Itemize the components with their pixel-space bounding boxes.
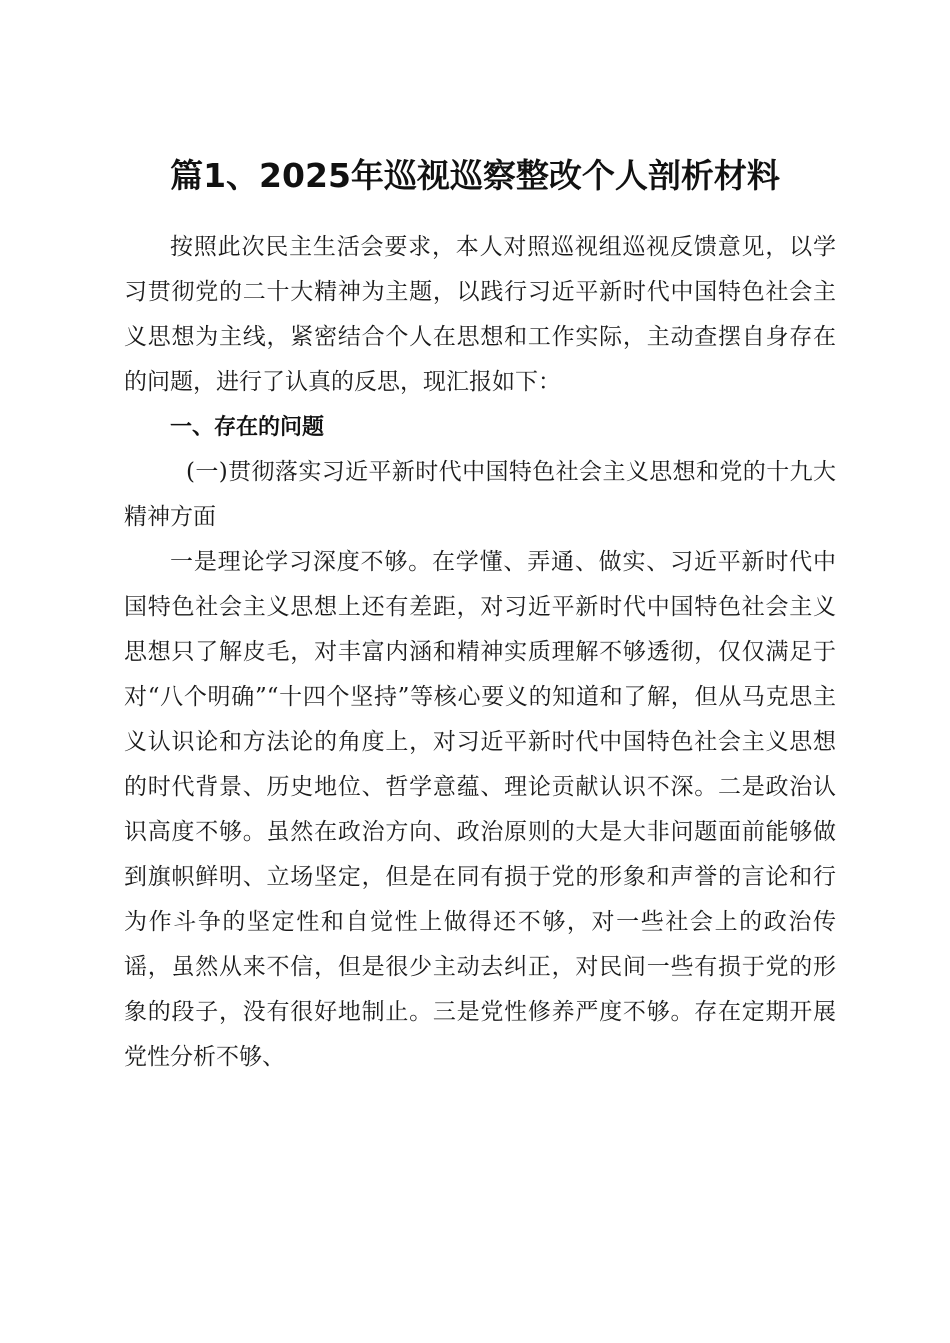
subsection-heading: (一)贯彻落实习近平新时代中国特色社会主义思想和党的十九大精神方面 xyxy=(124,459,836,530)
section-heading: 一、存在的问题 xyxy=(170,415,325,440)
document-body xyxy=(124,225,836,1080)
document-title: 篇1、2025年巡视巡察整改个人剖析材料 xyxy=(170,156,780,195)
body-paragraph: 一是理论学习深度不够。在学懂、弄通、做实、习近平新时代中国特色社会主义思想上还有差距，对习近平新时代中国特色社会主义思想只了解皮毛，对丰富内涵和精神实质理解不够透彻，仅仅满足于对“八个明确”“十四个坚持”等核心要义的知道和了解，但从马克思主义认识论和方法论的角度上，对习近平新时代中国特色社会主义思想的时代背景、历史地位、哲学意蕴、理论贡献认识不深。二是政治认识高度不够。虽然在政治方向、政治原则的大是大非问题面前能够做到旗帜鲜明、立场坚定，但是在同有损于党的形象和声誉的言论和行为作斗争的坚定性和自觉性上做得还不够，对一些社会上的政治传谣，虽然从来不信，但是很少主动去纠正，对民间一些有损于党的形象的段子，没有很好地制止。三是党性修养严度不够。存在定期开展党性分析不够、 xyxy=(124,549,836,1070)
intro-paragraph: 按照此次民主生活会要求，本人对照巡视组巡视反馈意见，以学习贯彻党的二十大精神为主题，以践行习近平新时代中国特色社会主义思想为主线，紧密结合个人在思想和工作实际，主动查摆自身存在的问题，进行了认真的反思，现汇报如下： xyxy=(124,234,836,395)
